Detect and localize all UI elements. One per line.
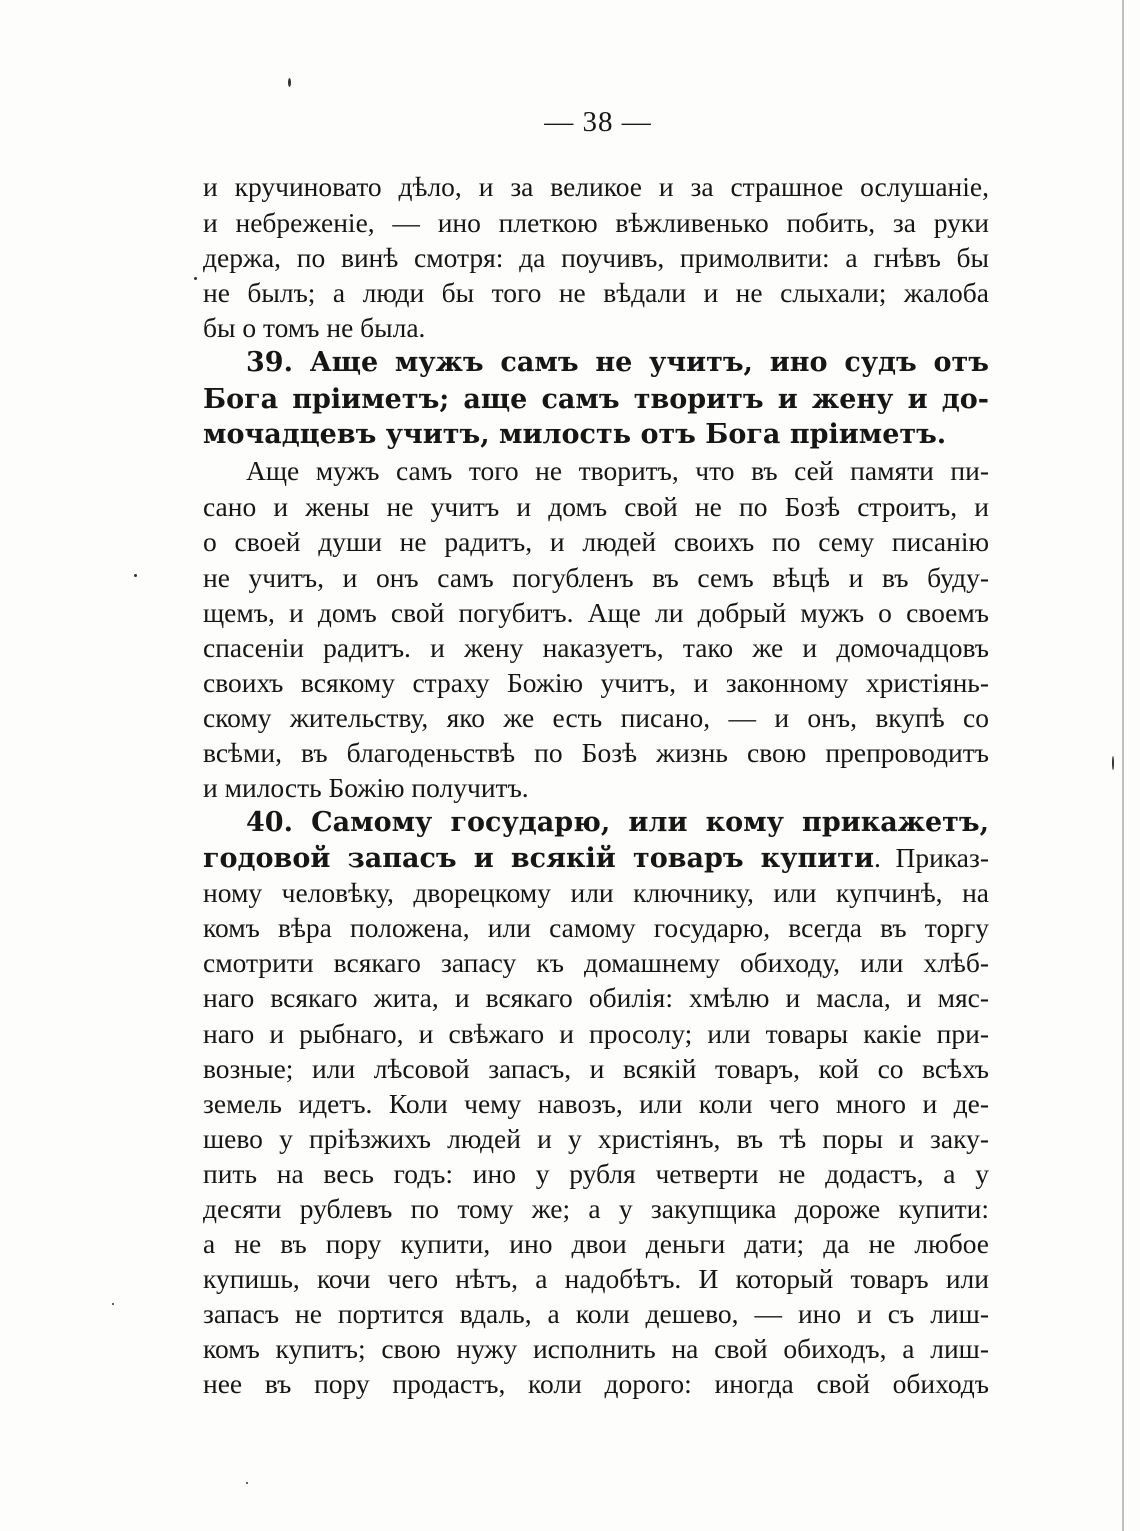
section-39-heading: 39. Аще мужъ самъ не учитъ, ино судъ отъ [246, 347, 989, 378]
text-line: и кручиновато дѣло, и за великое и за страшное ослушаніе, [203, 171, 989, 202]
section-39-text-line: не учитъ, и онъ самъ погубленъ въ семъ вѣцѣ и въ буду- [203, 562, 989, 593]
section-40-text-line: запасъ не портится вдаль, а коли дешево, — ино и съ лиш- [203, 1298, 989, 1329]
scan-speck [112, 1303, 114, 1305]
section-40-text-line: смотрити всякаго запасу къ домашнему обиходу, или хлѣб- [203, 947, 989, 978]
text-line: держа, по винѣ смотря: да поучивъ, примолвити: а гнѣвъ бы [203, 242, 989, 273]
section-39-text-line: о своей души не радитъ, и людей своихъ по сему писанію [203, 526, 989, 557]
section-40-heading-rest: . Приказ- [874, 842, 989, 873]
section-40-text-line: наго и рыбнаго, и свѣжаго и просолу; или товары какіе при- [203, 1018, 989, 1049]
section-40-text-line: шево у пріѣзжихъ людей и у христіянъ, въ тѣ поры и заку- [203, 1123, 989, 1154]
section-40-text-line: нее въ пору продастъ, коли дорого: иногда свой обиходъ [203, 1368, 989, 1399]
section-40-heading: 40. Самому государю, или кому прикажетъ, [246, 807, 989, 838]
page-edge [1122, 0, 1124, 1531]
section-39-heading: Бога пріиметъ; аще самъ творитъ и жену и до- [203, 384, 989, 415]
section-39-text-line: и милость Божію получитъ. [203, 772, 529, 803]
text-line: бы о томъ не была. [203, 312, 426, 343]
section-39-heading: мочадцевъ учитъ, милость отъ Бога пріиметъ. [203, 419, 947, 450]
section-40-text-line: десяти рублевъ по тому же; а у закупщика дороже купити: [203, 1193, 989, 1224]
page-number: — 38 — [544, 106, 652, 138]
section-40-text-line: а не въ пору купити, ино двои деньги дати; да не любое [203, 1228, 989, 1259]
text-line: и небреженіе, — ино плеткою вѣжливенько побить, за руки [203, 207, 989, 238]
section-40-heading-bold: годовой запасъ и всякій товаръ купити [203, 843, 875, 874]
scan-speck [1112, 756, 1114, 770]
section-40-text-line: купишь, кочи чего нѣтъ, а надобѣтъ. И который товаръ или [203, 1263, 989, 1294]
section-40-text-line: ному человѣку, дворецкому или ключнику, или купчинѣ, на [203, 877, 989, 908]
section-39-text-line: щемъ, и домъ свой погубитъ. Аще ли добрый мужъ о своемъ [203, 597, 989, 628]
section-40-text-line: земель идетъ. Коли чему навозъ, или коли чего много и де- [203, 1088, 989, 1119]
scan-speck [246, 1482, 248, 1484]
text-line: не былъ; а люди бы того не вѣдали и не слыхали; жалоба [203, 277, 989, 308]
section-39-text-line: всѣми, въ благоденьствѣ по Бозѣ жизнь свою препроводитъ [203, 737, 989, 768]
section-40-text-line: пить на весь годъ: ино у рубля четверти не додастъ, а у [203, 1158, 989, 1189]
scan-speck [134, 574, 137, 577]
section-39-text-line: сано и жены не учитъ и домъ свой не по Бозѣ строитъ, и [203, 491, 989, 522]
section-40-text-line: возные; или лѣсовой запасъ, и всякій товаръ, кой со всѣхъ [203, 1053, 989, 1084]
section-39-text-line: Аще мужъ самъ того не творитъ, что въ сей памяти пи- [246, 455, 989, 486]
section-40-text-line: наго всякаго жита, и всякаго обилія: хмѣлю и масла, и мяс- [203, 982, 989, 1013]
section-39-text-line: своихъ всякому страху Божію учитъ, и законному христіянь- [203, 667, 989, 698]
scan-speck [288, 78, 291, 87]
scan-speck [194, 277, 197, 280]
section-40-text-line: комъ вѣра положена, или самому государю, всегда въ торгу [203, 912, 989, 943]
section-40-heading-line [203, 838, 989, 878]
section-39-text-line: спасеніи радитъ. и жену наказуетъ, тако же и домочадцовъ [203, 632, 989, 663]
section-40-text-line: комъ купитъ; свою нужу исполнить на свой обиходъ, а лиш- [203, 1333, 989, 1364]
section-39-text-line: скому жительству, яко же есть писано, — и онъ, вкупѣ со [203, 702, 989, 733]
